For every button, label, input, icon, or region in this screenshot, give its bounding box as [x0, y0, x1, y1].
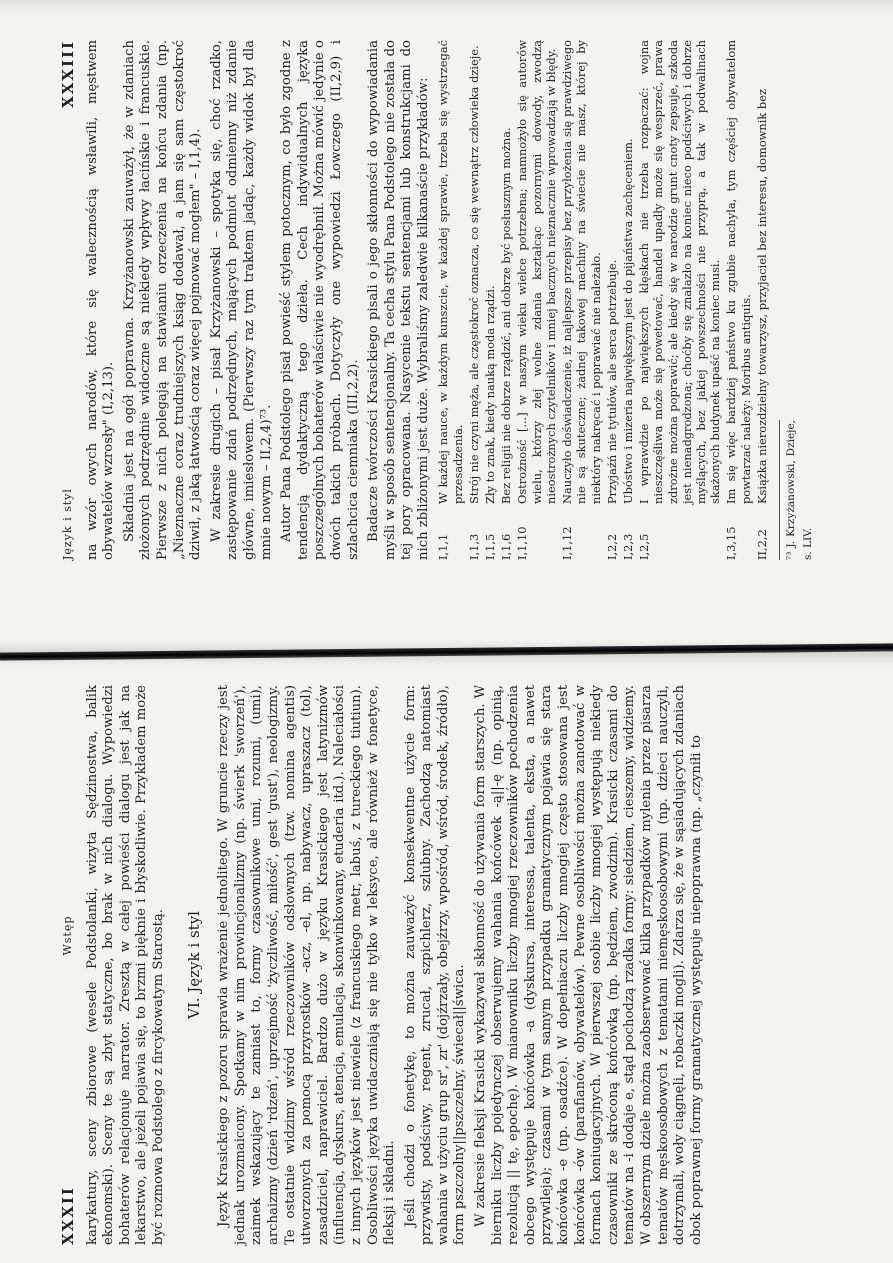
example-item [483, 40, 497, 560]
example-item [436, 40, 464, 560]
example-text: Książka nierozdzielny towarzysz, przyjaciel bez interesu, domownik bez [754, 89, 769, 504]
page-number: XXXIII [59, 40, 77, 108]
page-xxxii [60, 685, 880, 1245]
example-text: Im się więc bardziej państwo ku zgubie nachyla, tym częściej obywatelom powtarzać należy: Moribus antiquis. [724, 40, 753, 504]
example-ref: I,1,12 [560, 526, 575, 560]
example-ref: I,3,15 [724, 526, 739, 560]
footnote: ⁷³ J. Krzyżanowski, Dzieje, s. LIV. [779, 420, 816, 560]
running-head-title: Język i styl [61, 488, 74, 560]
example-text: Nauczyło doświadczenie, iż najlepsze przepisy bez przyłożenia się prawdziwego nie są skuteczne; żadnej takowej machiny na świecie nie masz, której by niektóry nakręcać i poprawiać nie należało. [560, 40, 603, 504]
paragraph: Język Krasickiego z pozoru sprawia wrażenie jednolitego. W gruncie rzeczy jest jednak urozmaicony. Spotkamy w nim prowincjonalizmy (np. świerk 'sworzeń'), zaimek wskazujący te zamiast to, formy czasownikowe umi, rozumi, (umi), archaizmy (dzień 'rdzeń', uprzejmość 'życzliwość, miłość', gest 'gust'), neologizmy. Te ostatnie widzimy wśród rzeczowników odsłownych (tzw. nomina agentis) utworzonych za pomocą przyrostków -acz, -el, np. nabywacz, upraszacz (tol), zasadziciel, naprawiciel. Bardzo dużo w języku Krasickiego jest latynizmów (influencja, dyskurs, atencja, emulacja, skonwinkowany, etuderia itd.). Naleciałości z innych języków jest niewiele (z francuskiego metr, labuś, z tureckiego tiutiun). Osobliwości języka uwidaczniają się nie tylko w leksyce, ale również w fonetyce, fleksji i składni. [216, 685, 398, 1245]
paragraph: karykatury, sceny zbiorowe (wesele Podstolanki, wizyta Sędzinostwa, balik ekonomski). Sceny te są zbyt statyczne, bo brak w nich dialogu. Wypowiedzi bohaterów relacjonuje narrator. Zresztą w całej powieści dialogu jest jak na lekarstwo, ale jeżeli pojawia się, to brzmi pięknie i błyskotliwie. Przykładem może być rozmowa Podstolego z fircykowatym Starostą. [84, 685, 166, 1245]
example-ref: I,1,5 [483, 533, 498, 560]
example-text: Ostrożność [...] w naszym wieku wielce potrzebna; namnożyło się autorów wielu, którzy złej wolne zdania kształcąc pozornymi dowody, zwodzą nieostrożnych czytelników i mniej bacznych nieznacznie wprowadzają w błędy. [515, 40, 558, 504]
paragraph: Składnia jest na ogół poprawna. Krzyżanowski zauważył, że w zdaniach złożonych podrzędnie widoczne są niekiedy wpływy łacińskie i francuskie. Pierwsze z nich polegają na stawianiu orzeczenia na końcu zdania (np. „Nieznaczne coraz trudniejszych ksiąg dodawał, a jam się sam częstokroć dziwił, z jaką łatwością coraz więcej pojmować mogłem" – I,1,4). [121, 40, 204, 560]
paragraph: Jeśli chodzi o fonetykę, to można zauważyć konsekwentne użycie form: przywisty, podściwy, regent, zrucał, szpichlerz, szlubny. Zachodzą natomiast wahania w użyciu grup sr', zr' (dojźrzały, obejźrzy, wpośród, wśród, środek, źródło), form pszczolny||pszczelny, świecał||świca. [402, 685, 468, 1245]
running-header [60, 685, 77, 1245]
example-item [755, 40, 769, 560]
example-item [637, 40, 722, 560]
example-ref: I,2,2 [604, 533, 619, 560]
paragraph: W zakresie drugich – pisał Krzyżanowski – spotyka się, choć rzadko, zastępowanie zdań podrzędnych, mających podmiot odmienny niż zdanie główne, imiesłowem. (Pierwszy raz tym traktem jadąc, każdy widok był dla mnie nowym – II,2,4)⁷³. [208, 40, 274, 560]
example-text: W każdej nauce, w każdym kunszcie, w każdej sprawie, trzeba się wystrzegać przesadzenia. [436, 40, 465, 504]
example-ref: I,1,1 [436, 533, 451, 560]
paragraph: Autor Pana Podstolego pisał powieść stylem potocznym, co było zgodne z tendencją dydaktyczną tego dzieła. Cech indywidualnych języka poszczególnych bohaterów właściwie nie wyodrębnił. Można mówić jedynie o dwóch takich próbach. Dotyczyły one wypowiedzi Łowczego (II,2,9) i szlachcica ciemniaka (III,2,2). [279, 40, 361, 560]
page-xxxiii [60, 40, 880, 560]
running-header [60, 40, 77, 560]
example-ref: I,2,5 [637, 533, 652, 560]
example-text: I wprawdzie po największych klęskach nie trzeba rozpaczać: wojna nieszczęśliwa może się powetować, handel upadły może się wesprzeć, prawa zdrożne można poprawić; ale kiedy się w narodzie grunt cnoty zepsuje, szkoda jest nienadgrodzona; choćby się znalazło na koniec nieco podściwych i dobrze myślących, bez jakiej powszechności nie przyprą, a tak w podwalinach skażonych budynek upaść na koniec musi. [637, 40, 723, 504]
example-item [560, 40, 603, 560]
example-text: Zły to znak, kiedy nauką moda rządzi. [483, 285, 498, 504]
paragraph: W zakresie fleksji Krasicki wykazywał skłonność do używania form starszych. W bierniku liczby pojedynczej obserwujemy wahania końcówek -ą||-ę (np. opinią, rezolucją || tę, epochę). W mianowniku liczby mnogiej rzeczowników pochodzenia obcego występuje końcówka -a (dyskursa, interessa, talenta, eksta, a nawet przywileja); czasami w tym samym przypadku gramatycznym pojawia się stara końcówka -e (np. osadźce). W dopełniaczu liczby mnogiej często stosowana jest końcówka -ów (parafianów, obywatelów). Pewne osobliwości można zanotować w formach koniugacyjnych. W pierwszej osobie liczby mnogiej występują niekiedy czasowniki ze skróconą końcówką (np. będziem, zwodzim). Krasicki czasami do tematów na -i dodaje e, stąd pochodzą rzadka formy: siedziem, cieszemy, widziemy. W obszernym dziele można zaobserwować kilka przypadków mylenia przez pisarza tematów męskoosobowych z tematami niemęskoosobowymi (np. dzieci nauczyli, dotrzymali, woły ciągnęli, robaczki mogli). Zdarza się, że w sąsiadujących zdaniach obok poprawnej formy gramatycznej występuje niepoprawna (np. „czyniłi to [473, 685, 704, 1245]
example-ref: I,2,3 [620, 533, 635, 560]
example-item [621, 40, 635, 560]
paragraph: Badacze twórczości Krasickiego pisali o jego skłonności do wypowiadania myśli w sposób sentencjonalny. Ta cecha stylu Pana Podstolego nie została do tej pory opracowana. Nasycenie tekstu sentencjami lub konstrukcjami do nich zbliżonymi jest duże. Wybraliśmy zaledwie kilkanaście przykładów: [366, 40, 431, 560]
example-item [605, 40, 619, 560]
example-text: Bez religii nie dobrze rządzić, ani dobrze być posłusznym można. [499, 127, 514, 504]
example-item [724, 40, 752, 560]
example-text: Ubóstwo i mizeria największym jest do pijaństwa zachęceniem. [620, 138, 635, 504]
example-item [515, 40, 558, 560]
example-ref: I,1,6 [499, 533, 514, 560]
example-ref: I,1,10 [515, 526, 530, 560]
example-text: Przyjaźń nie tytułów, ale serca potrzebuje. [604, 259, 619, 504]
example-item [467, 40, 481, 560]
example-text: Strój nie czyni męża, ale częstokroć oznacza, co się wewnątrz człowieka dzieje. [466, 45, 481, 504]
paragraph: na wzór owych narodów, które się walecznością wsławili, męstwem obywatelów wzrosły" (I,2,13). [84, 40, 117, 560]
example-ref: II,2,2 [754, 529, 769, 560]
page-number: XXXII [59, 1186, 77, 1245]
section-title: VI. Język i styl [184, 911, 203, 1019]
example-ref: I,1,3 [466, 533, 481, 560]
page-edge [0, 0, 893, 14]
running-head-title: Wstęp [61, 915, 74, 956]
example-item [499, 40, 513, 560]
